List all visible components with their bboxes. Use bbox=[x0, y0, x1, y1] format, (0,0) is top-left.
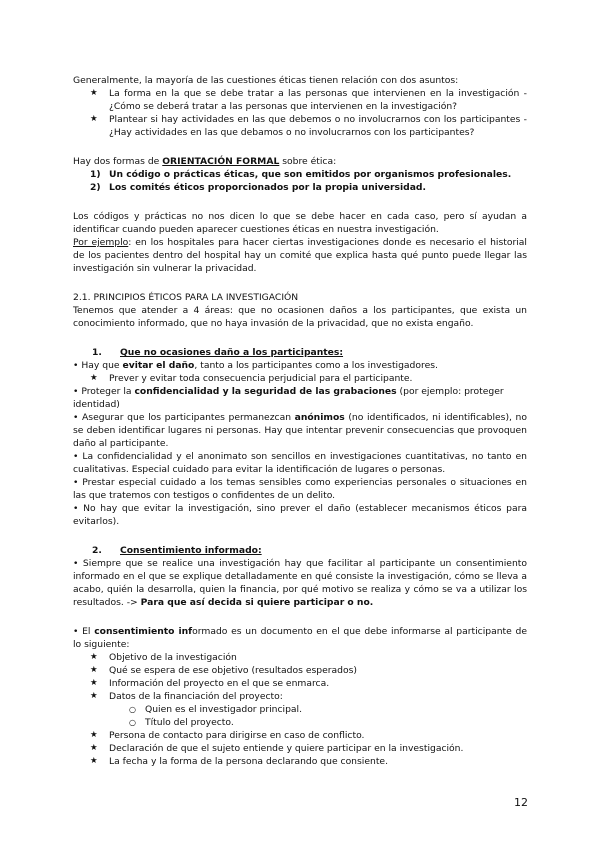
formal-orientation-paragraph: Hay dos formas de ORIENTACIÓN FORMAL sobre ética: bbox=[73, 156, 337, 167]
consent-item: ★ Información del proyecto en el que se enmarca. bbox=[90, 678, 330, 689]
star-bullet-icon: ★ bbox=[90, 373, 98, 383]
formal-orientation-keyword: ORIENTACIÓN FORMAL bbox=[162, 156, 280, 167]
sub1-bullet-2: • Proteger la confidencialidad y la seguridad de las grabaciones (por ejemplo: proteger identidad) bbox=[73, 386, 504, 410]
intro-item-1: ★ La forma en la que se debe tratar a las personas que intervienen en la investigación - ¿Cómo se deberá tratar a las personas que intervienen en la investigación? bbox=[90, 88, 527, 112]
page-number: 12 bbox=[514, 796, 528, 809]
consent-subitem: ○ Quien es el investigador principal. bbox=[129, 704, 303, 715]
star-bullet-icon: ★ bbox=[90, 730, 98, 740]
star-bullet-icon: ★ bbox=[90, 665, 98, 675]
star-bullet-icon: ★ bbox=[90, 652, 98, 662]
consent-item: ★ Datos de la financiación del proyecto: bbox=[90, 691, 283, 702]
sub1-bullet-4: • La confidencialidad y el anonimato son sencillos en investigaciones cuantitativas, no tanto en cualitativas. Especial cuidado para evitar la identificación de lugares o personas. bbox=[73, 451, 527, 475]
consent-item: ★ Objetivo de la investigación bbox=[90, 652, 237, 663]
circle-bullet-icon: ○ bbox=[129, 718, 136, 727]
intro-paragraph: Generalmente, la mayoría de las cuestiones éticas tienen relación con dos asuntos: bbox=[73, 75, 459, 86]
document-page bbox=[73, 74, 527, 768]
section-heading: 2.1. PRINCIPIOS ÉTICOS PARA LA INVESTIGACIÓN bbox=[73, 292, 299, 303]
sub1-bullet-1: • Hay que evitar el daño, tanto a los participantes como a los investigadores. bbox=[73, 360, 438, 371]
example-label: Por ejemplo bbox=[73, 237, 129, 248]
sub1-bullet-6: • No hay que evitar la investigación, sino prever el daño (establecer mecanismos éticos para evitarlos). bbox=[73, 503, 527, 527]
star-bullet-icon: ★ bbox=[90, 114, 98, 124]
consent-item: ★ Persona de contacto para dirigirse en caso de conflicto. bbox=[90, 730, 365, 741]
consent-document-paragraph: • El consentimiento informado es un documento en el que debe informarse al participante de lo siguiente: bbox=[73, 626, 527, 650]
star-bullet-icon: ★ bbox=[90, 678, 98, 688]
consent-item: ★ Declaración de que el sujeto entiende y quiere participar en la investigación. bbox=[90, 743, 464, 754]
star-bullet-icon: ★ bbox=[90, 88, 98, 98]
consent-item: ★ La fecha y la forma de la persona declarando que consiente. bbox=[90, 756, 388, 767]
sub1-bullet-1-sub: ★ Prever y evitar toda consecuencia perjudicial para el participante. bbox=[90, 373, 413, 384]
formal-item-1: 1) Un código o prácticas éticas, que son emitidos por organismos profesionales. bbox=[90, 169, 512, 180]
star-bullet-icon: ★ bbox=[90, 756, 98, 766]
star-bullet-icon: ★ bbox=[90, 691, 98, 701]
section-intro: Tenemos que atender a 4 áreas: que no ocasionen daños a los participantes, que exista un conocimiento informado, que no haya invasión de la privacidad, que no exista engaño. bbox=[73, 305, 527, 329]
star-bullet-icon: ★ bbox=[90, 743, 98, 753]
intro-item-2: ★ Plantear si hay actividades en las que debemos o no involucrarnos con los participantes - ¿Hay actividades en las que debamos o no involucrarnos con los participantes? bbox=[90, 114, 527, 138]
subsection-2-title: 2. Consentimiento informado: bbox=[92, 545, 262, 556]
consent-paragraph: • Siempre que se realice una investigación hay que facilitar al participante un consentimiento informado en el que se explique detalladamente en qué consiste la investigación, cómo se lleva a acabo, quién la desarrolla, quien la financia, por qué motivo se realiza y cómo se va a utilizar los resultados. -> Para que así decida si quiere participar o no. bbox=[73, 558, 527, 608]
consent-item: ★ Qué se espera de ese objetivo (resultados esperados) bbox=[90, 665, 357, 676]
subsection-1-title: 1. Que no ocasiones daño a los participantes: bbox=[92, 347, 344, 358]
codes-paragraph: Los códigos y prácticas no nos dicen lo que se debe hacer en cada caso, pero sí ayudan a identificar cuando pueden aparecer cuestiones éticas en nuestra investigación. bbox=[73, 211, 527, 235]
sub1-bullet-3: • Asegurar que los participantes permanezcan anónimos (no identificados, ni identificables), no se deben identificar lugares ni personas. Hay que intentar prevenir consecuencias que provoquen daño al participante. bbox=[73, 412, 527, 449]
formal-item-2: 2) Los comités éticos proporcionados por la propia universidad. bbox=[90, 182, 426, 193]
consent-subitem: ○ Título del proyecto. bbox=[129, 717, 234, 728]
sub1-bullet-5: • Prestar especial cuidado a los temas sensibles como experiencias personales o situaciones en las que tratemos con testigos o confidentes de un delito. bbox=[73, 477, 527, 501]
circle-bullet-icon: ○ bbox=[129, 705, 136, 714]
example-paragraph: Por ejemplo: en los hospitales para hacer ciertas investigaciones donde es necesario el historial de los pacientes dentro del hospital hay un comité que explica hasta qué punto puede llegar las investigación sin vulnerar la privacidad. bbox=[73, 237, 527, 274]
